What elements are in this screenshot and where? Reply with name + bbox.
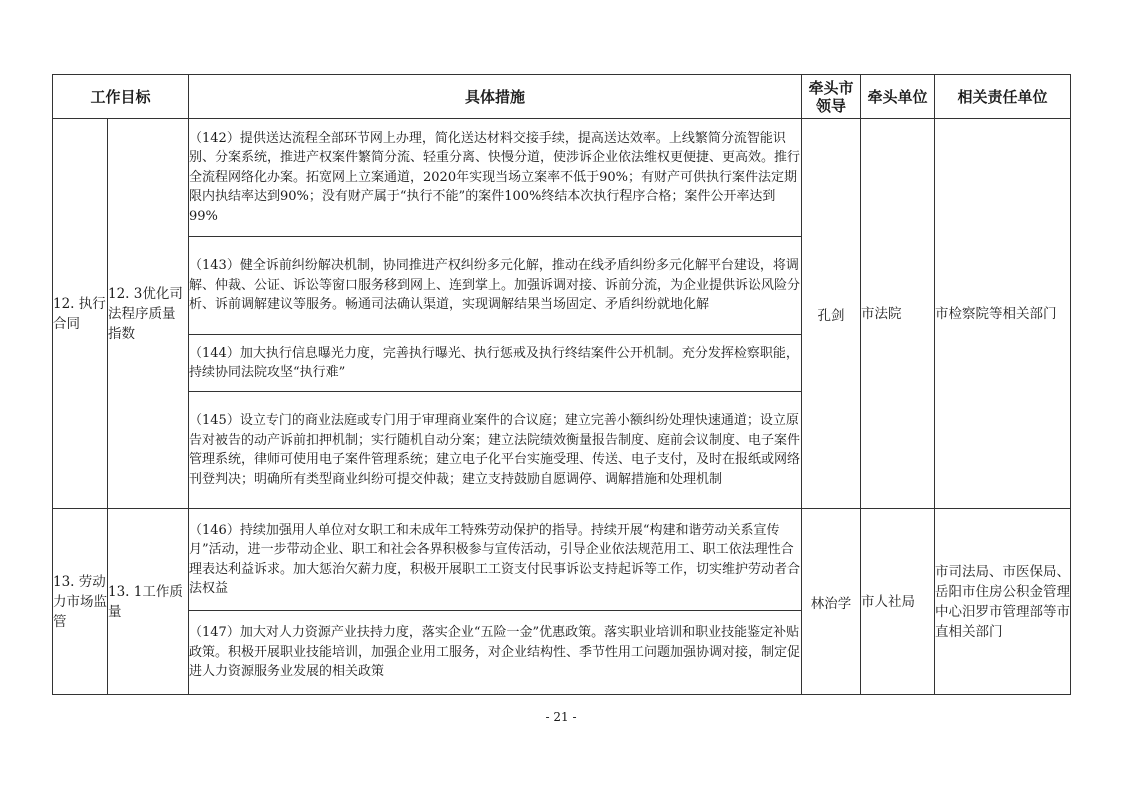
leader-cell: 孔剑 — [802, 119, 861, 509]
header-measures: 具体措施 — [189, 75, 802, 119]
table-header-row — [53, 75, 1071, 119]
measure-cell: （146）持续加强用人单位对女职工和未成年工特殊劳动保护的指导。持续开展“构建和谐劳动关系宣传月”活动，进一步带动企业、职工和社会各界积极参与宣传活动，引导企业依法规范用工、职工依法理性合理表达利益诉求。加大惩治欠薪力度，积极开展职工工资支付民事诉讼支持起诉等工作，切实维护劳动者合法权益 — [189, 509, 802, 611]
page-number: - 21 - — [545, 710, 577, 724]
subgoal-cell: 12. 3优化司法程序质量指数 — [108, 119, 189, 509]
subgoal-cell: 13. 1工作质量 — [108, 509, 189, 695]
header-goal: 工作目标 — [53, 75, 189, 119]
header-leader: 牵头市领导 — [802, 75, 861, 119]
measure-cell: （147）加大对人力资源产业扶持力度，落实企业“五险一金”优惠政策。落实职业培训和职业技能鉴定补贴政策。积极开展职业技能培训，加强企业用工服务，对企业结构性、季节性用工问题加强协调对接，制定促进人力资源服务业发展的相关政策 — [189, 611, 802, 695]
header-lead-unit: 牵头单位 — [861, 75, 935, 119]
header-related-units: 相关责任单位 — [935, 75, 1071, 119]
measure-cell: （144）加大执行信息曝光力度，完善执行曝光、执行惩戒及执行终结案件公开机制。充分发挥检察职能，持续协同法院攻坚“执行难” — [189, 335, 802, 392]
measure-cell: （142）提供送达流程全部环节网上办理，简化送达材料交接手续，提高送达效率。上线繁简分流智能识别、分案系统，推进产权案件繁简分流、轻重分离、快慢分道，使涉诉企业依法维权更便捷、更高效。推行全流程网络化办案。拓宽网上立案通道，2020年实现当场立案率不低于90%；有财产可供执行案件法定期限内执结率达到90%；没有财产属于“执行不能”的案件100%终结本次执行程序合格；案件公开率达到99% — [189, 119, 802, 237]
measures-table — [52, 74, 1071, 695]
measure-cell: （143）健全诉前纠纷解决机制，协同推进产权纠纷多元化解，推动在线矛盾纠纷多元化解平台建设，将调解、仲裁、公证、诉讼等窗口服务移到网上、连到掌上。加强诉调对接、诉前分流，为企业提供诉讼风险分析、诉前调解建议等服务。畅通司法确认渠道，实现调解结果当场固定、矛盾纠纷就地化解 — [189, 237, 802, 335]
table-row — [53, 119, 1071, 237]
lead-unit-cell: 市人社局 — [861, 509, 935, 695]
goal-cell: 13. 劳动力市场监管 — [53, 509, 108, 695]
related-units-cell: 市检察院等相关部门 — [935, 119, 1071, 509]
measure-cell: （145）设立专门的商业法庭或专门用于审理商业案件的合议庭；建立完善小额纠纷处理快速通道；设立原告对被告的动产诉前扣押机制；实行随机自动分案；建立法院绩效衡量报告制度、庭前会议制度、电子案件管理系统，律师可使用电子案件管理系统；建立电子化平台实施受理、传送、电子支付，及时在报纸或网络刊登判决；明确所有类型商业纠纷可提交仲裁；建立支持鼓励自愿调停、调解措施和处理机制 — [189, 392, 802, 509]
table-row — [53, 509, 1071, 611]
lead-unit-cell: 市法院 — [861, 119, 935, 509]
related-units-cell: 市司法局、市医保局、岳阳市住房公积金管理中心汨罗市管理部等市直相关部门 — [935, 509, 1071, 695]
leader-cell: 林治学 — [802, 509, 861, 695]
goal-cell: 12. 执行合同 — [53, 119, 108, 509]
